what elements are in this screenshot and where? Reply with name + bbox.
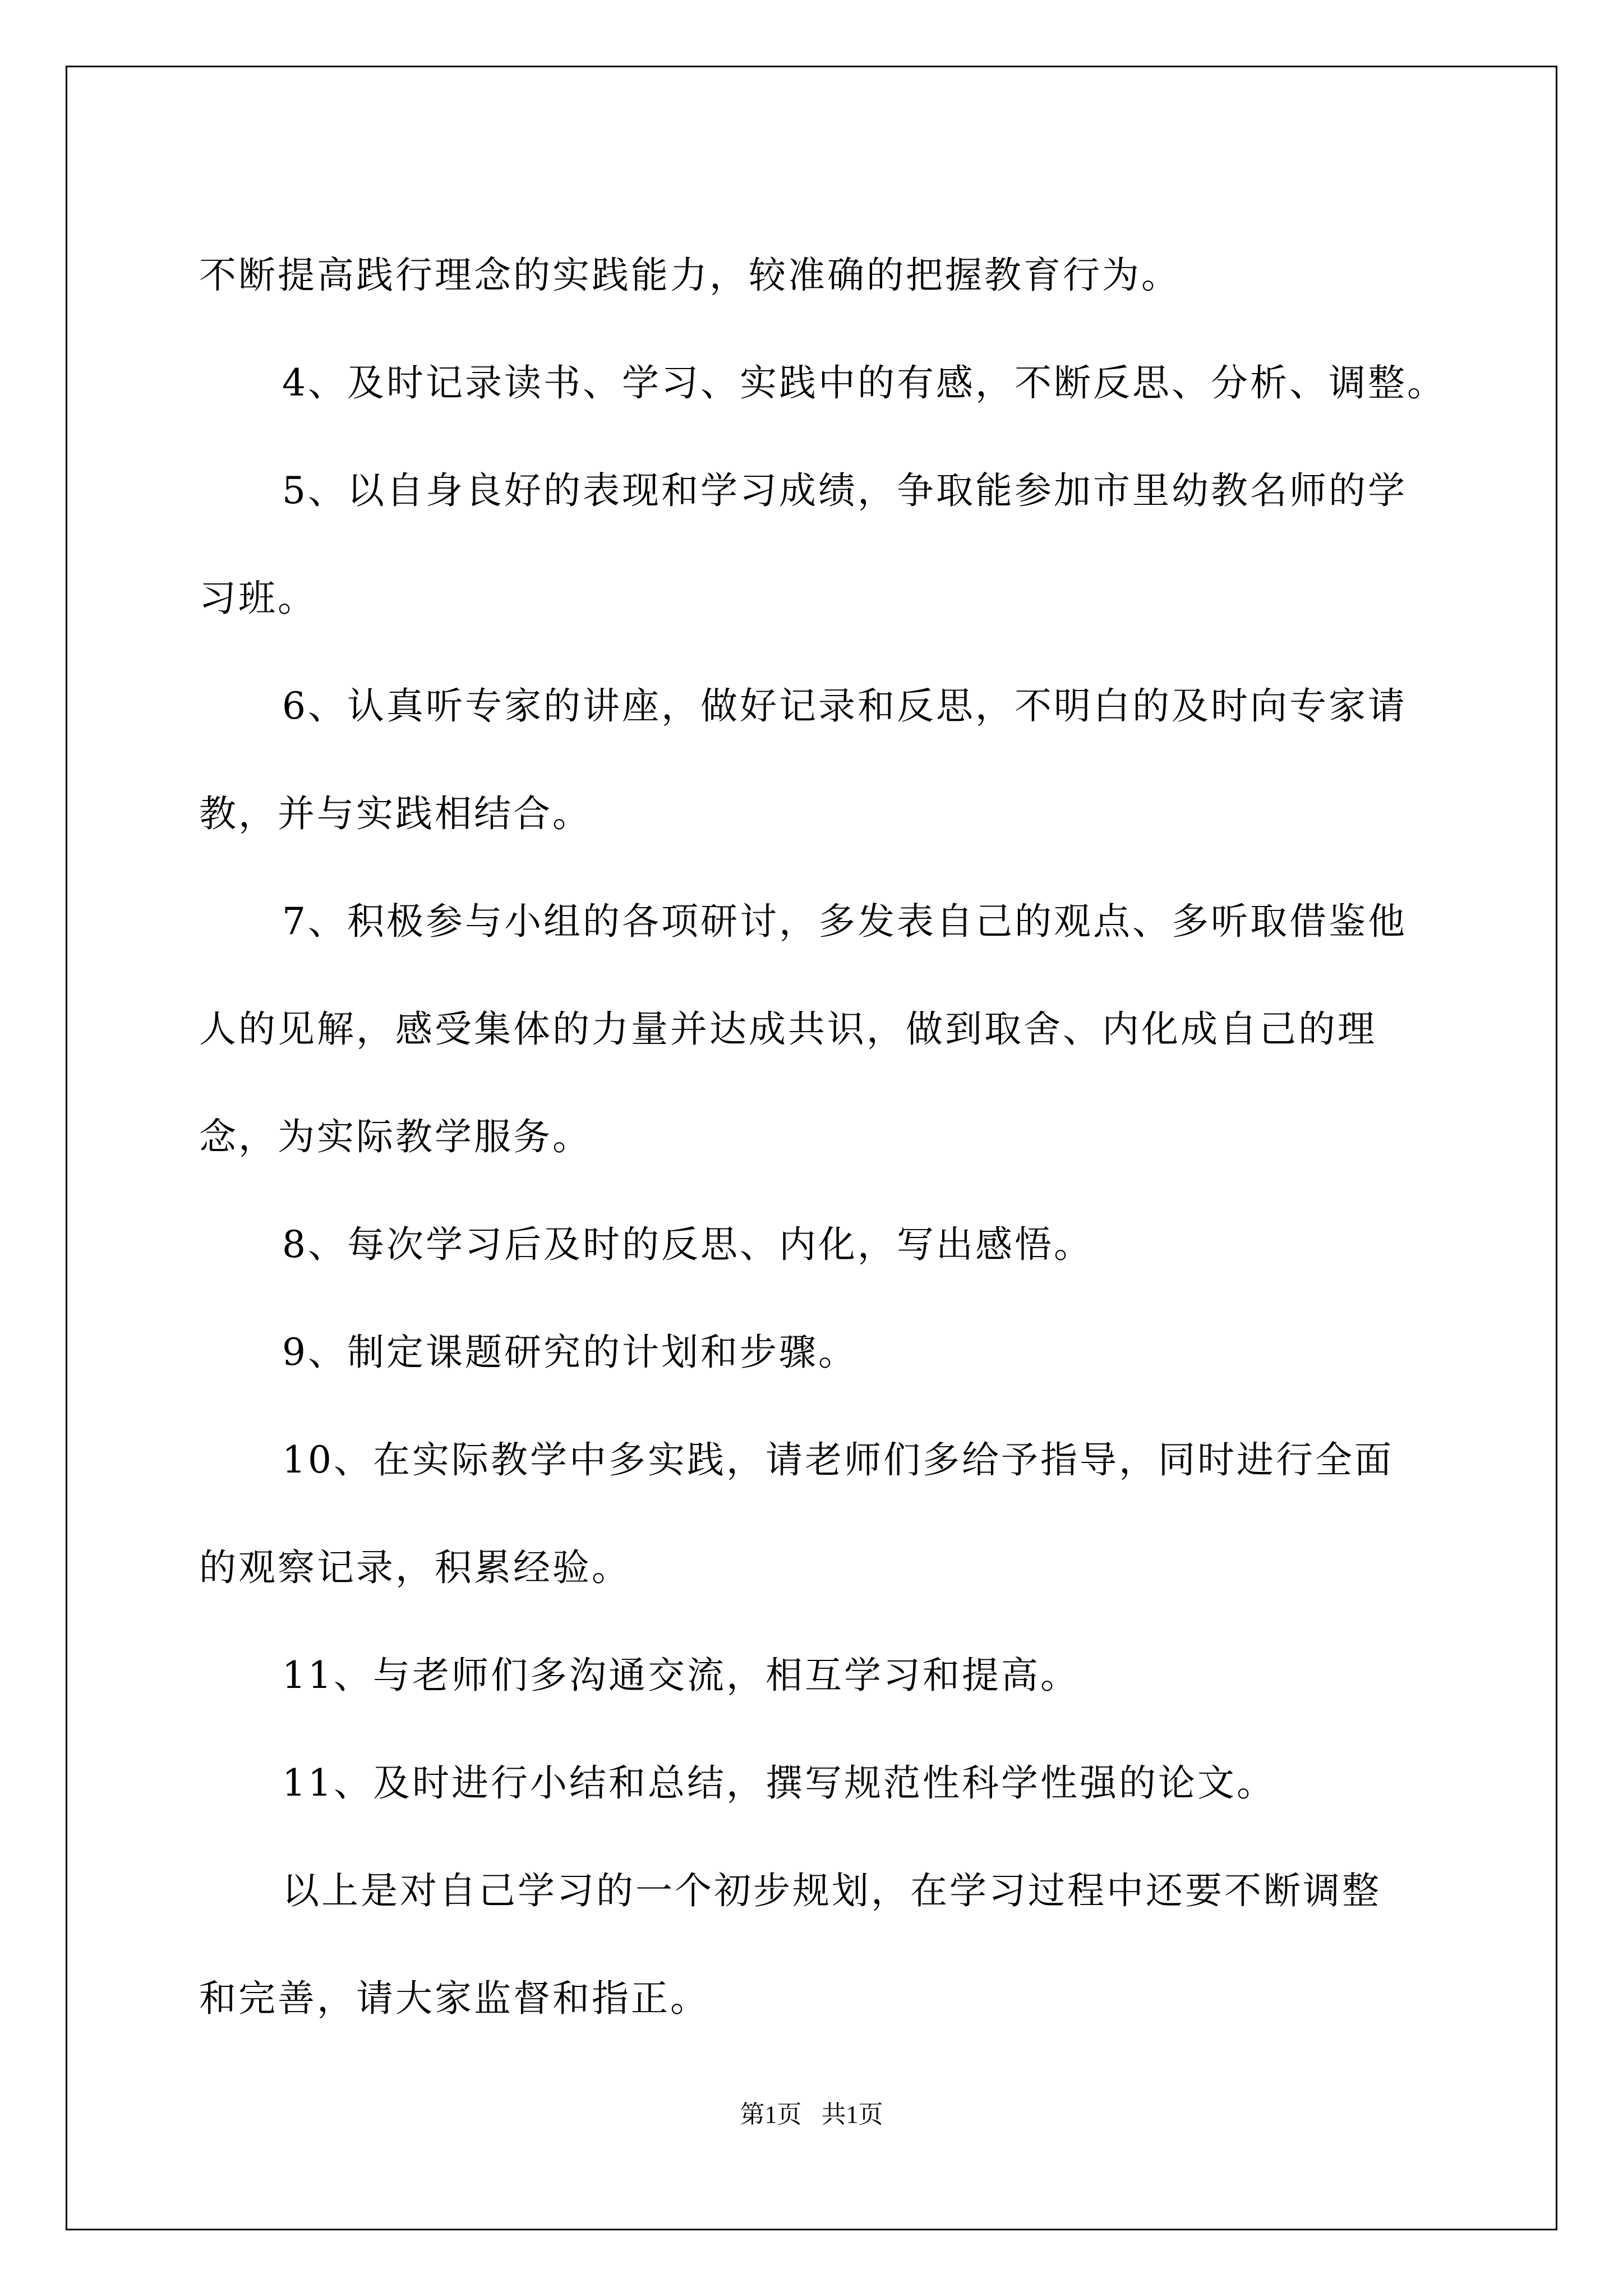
text-line: 人的见解，感受集体的力量并达成共识，做到取舍、内化成自己的理 [199, 1007, 1377, 1051]
page-total: 共1页 [821, 2101, 883, 2128]
text-line: 习班。 [199, 577, 317, 620]
text-line: 不断提高践行理念的实践能力，较准确的把握教育行为。 [199, 254, 1181, 297]
text-line: 8、每次学习后及时的反思、内化，写出感悟。 [282, 1223, 1093, 1266]
text-line: 7、积极参与小组的各项研讨，多发表自己的观点、多听取借鉴他 [282, 900, 1407, 943]
text-line: 教，并与实践相结合。 [199, 792, 592, 835]
text-line: 5、以自身良好的表现和学习成绩，争取能参加市里幼教名师的学 [282, 469, 1407, 512]
page-footer [0, 2098, 1623, 2132]
text-line: 11、及时进行小结和总结，撰写规范性科学性强的论文。 [282, 1761, 1276, 1805]
text-line: 念，为实际教学服务。 [199, 1115, 592, 1158]
text-line: 11、与老师们多沟通交流，相互学习和提高。 [282, 1654, 1080, 1697]
text-line: 6、认真听专家的讲座，做好记录和反思，不明白的及时向专家请 [282, 684, 1407, 728]
page-number: 第1页 [740, 2101, 802, 2128]
text-line: 10、在实际教学中多实践，请老师们多给予指导，同时进行全面 [282, 1438, 1394, 1481]
text-line: 和完善，请大家监督和指正。 [199, 1977, 709, 2020]
text-line: 4、及时记录读书、学习、实践中的有感，不断反思、分析、调整。 [282, 361, 1446, 404]
text-line: 9、制定课题研究的计划和步骤。 [282, 1331, 857, 1374]
text-line: 以上是对自己学习的一个初步规划，在学习过程中还要不断调整 [282, 1869, 1381, 1912]
document-body [199, 222, 1455, 2053]
text-line: 的观察记录，积累经验。 [199, 1546, 631, 1589]
